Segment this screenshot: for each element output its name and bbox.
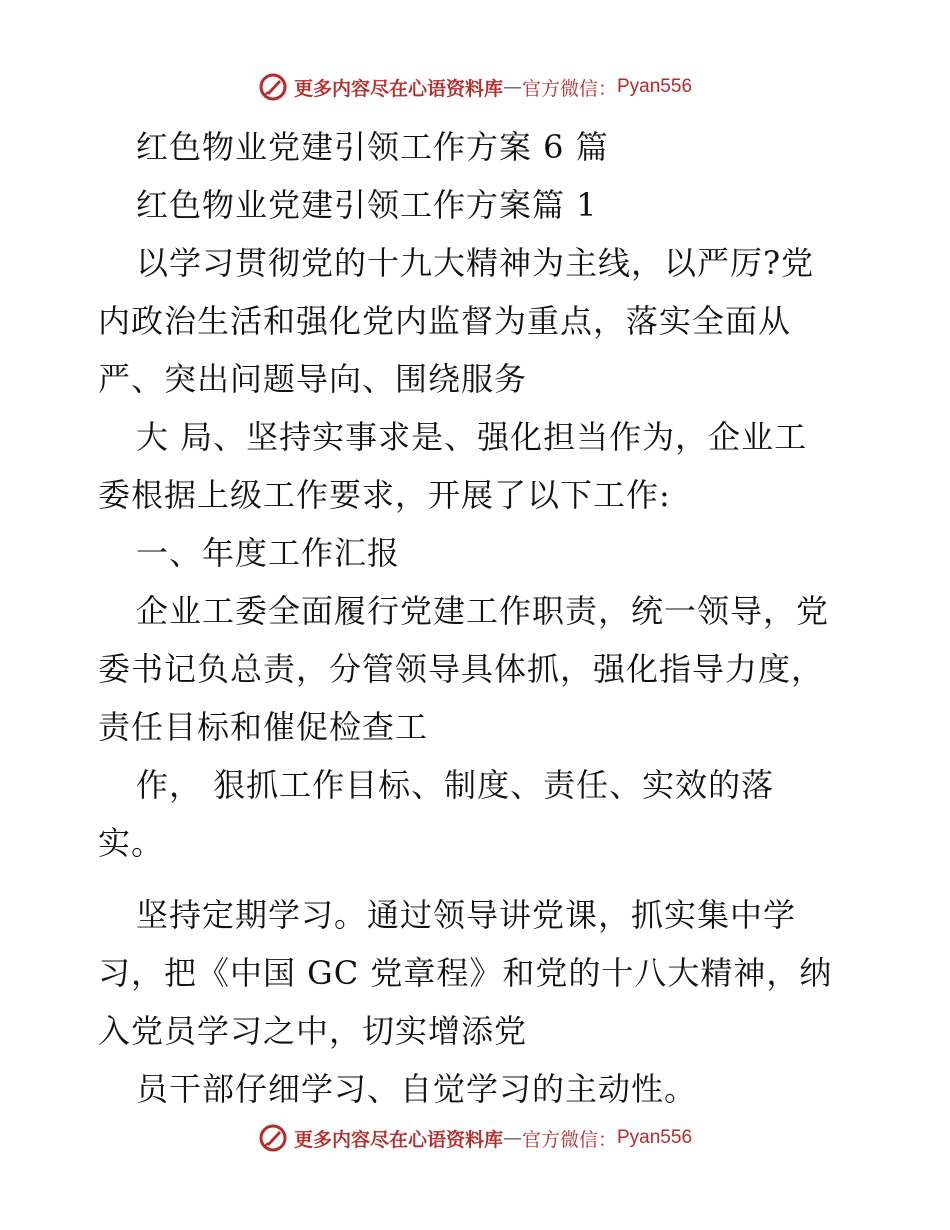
paragraph-line: 以学习贯彻党的十九大精神为主线，以严厉?党 <box>136 244 815 282</box>
quill-logo-icon <box>258 1123 288 1153</box>
quill-logo-icon <box>258 72 288 102</box>
paragraph-line: 入党员学习之中，切实增添党 <box>98 1012 528 1050</box>
paragraph-line: 责任目标和催促检查工 <box>98 708 429 746</box>
paragraph-line: 委根据上级工作要求，开展了以下工作: <box>98 476 671 514</box>
watermark-separator: — <box>502 1127 522 1149</box>
paragraph-line: 实。 <box>98 824 165 862</box>
watermark-account: Pyan556 <box>617 1127 693 1148</box>
paragraph-line: 大 局、坚持实事求是、强化担当作为，企业工 <box>136 418 808 456</box>
watermark-separator: — <box>502 76 522 98</box>
paragraph-line: 企业工委全面履行党建工作职责，统一领导，党 <box>136 592 830 630</box>
watermark-wechat-label: 官方微信： <box>521 1128 617 1151</box>
document-body <box>98 118 888 1118</box>
paragraph-line: 坚持定期学习。通过领导讲党课，抓实集中学 <box>136 896 797 934</box>
watermark-site-text: 更多内容尽在心语资料库 <box>293 77 503 100</box>
watermark-wechat-label: 官方微信： <box>521 77 617 100</box>
footer-watermark <box>0 1123 950 1153</box>
paragraph-line: 员干部仔细学习、自觉学习的主动性。 <box>136 1070 698 1108</box>
paragraph-line: 作， 狠抓工作目标、制度、责任、实效的落 <box>136 766 775 804</box>
section-heading: 一、年度工作汇报 <box>136 534 401 572</box>
section-heading: 红色物业党建引领工作方案篇 1 <box>136 186 598 224</box>
document-title: 红色物业党建引领工作方案 6 篇 <box>136 128 609 166</box>
paragraph-line: 委书记负总责，分管领导具体抓，强化指导力度， <box>98 650 825 688</box>
paragraph-line: 习，把《中国 GC 党章程》和党的十八大精神，纳 <box>98 954 833 992</box>
watermark-account: Pyan556 <box>617 76 693 97</box>
paragraph-line: 严、突出问题导向、围绕服务 <box>98 360 528 398</box>
header-watermark <box>0 72 950 102</box>
watermark-site-text: 更多内容尽在心语资料库 <box>293 1128 503 1151</box>
paragraph-line: 内政治生活和强化党内监督为重点，落实全面从 <box>98 302 792 340</box>
